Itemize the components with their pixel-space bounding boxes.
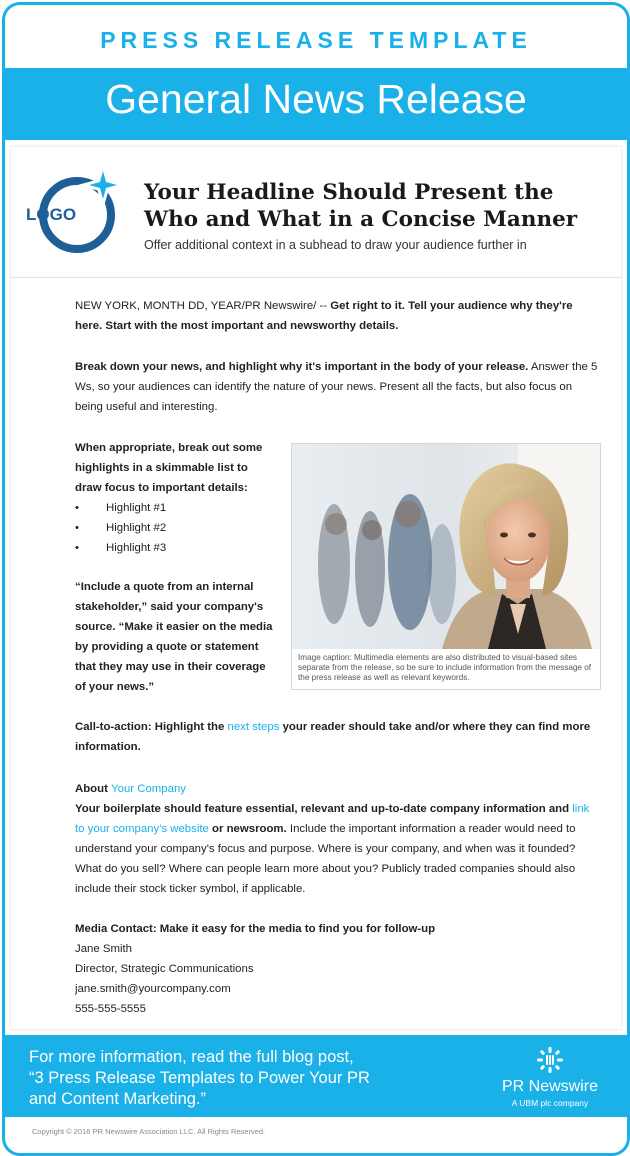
cta-text: Call-to-action: Highlight the xyxy=(75,721,228,733)
boilerplate-bold-end: or newsroom. xyxy=(208,823,287,835)
promo-line-3: and Content Marketing.” xyxy=(29,1090,207,1108)
release-page xyxy=(11,147,621,1029)
contact-phone: 555-555-5555 xyxy=(75,1003,146,1015)
lead-text: Get right to it. Tell your audience why they're here. Start with the most important and newsworthy details. xyxy=(75,300,573,332)
pr-newswire-logo-icon xyxy=(536,1046,564,1074)
company-website-link[interactable]: link to your company's website xyxy=(75,803,590,835)
body-bold-text: Break down your news, and highlight why it's important in the body of your release. xyxy=(75,361,529,373)
body-paragraph xyxy=(75,357,601,417)
about-heading xyxy=(75,779,601,799)
blog-post-promo[interactable] xyxy=(29,1047,409,1110)
brand-tagline: A UBM plc company xyxy=(511,1098,589,1108)
boilerplate-text: Include the important information a reader would need to understand your company's focus and purpose. Where is your company, and when was it founded? What do you sell? Where can people learn more about you? Publicly traded companies should also include their stock ticker symbol, if applicable. xyxy=(75,823,576,895)
header-divider xyxy=(11,277,621,278)
highlights-section xyxy=(75,438,275,558)
boilerplate-bold: Your boilerplate should feature essential, relevant and up-to-date company information and xyxy=(75,803,573,815)
boilerplate-paragraph xyxy=(75,799,601,899)
dateline: NEW YORK, MONTH DD, YEAR/PR Newswire/ -- xyxy=(75,300,331,312)
list-item: • Highlight #3 xyxy=(75,538,275,558)
logo-text: LOGO xyxy=(26,205,77,224)
footer-banner xyxy=(5,1035,627,1117)
headline xyxy=(144,179,609,233)
image-with-caption xyxy=(291,443,601,690)
contact-heading: Media Contact: Make it easy for the media to find you for follow-up xyxy=(75,923,436,935)
promo-line-2: “3 Press Release Templates to Power Your PR xyxy=(29,1069,370,1087)
template-frame xyxy=(2,2,630,1156)
title-banner xyxy=(5,68,627,140)
lead-paragraph xyxy=(75,296,601,336)
media-contact xyxy=(75,919,601,1019)
template-label: PRESS RELEASE TEMPLATE xyxy=(100,27,532,53)
contact-title: Director, Strategic Communications xyxy=(75,963,254,975)
contact-name: Jane Smith xyxy=(75,943,132,955)
subhead: Offer additional context in a subhead to draw your audience further in xyxy=(144,238,527,252)
cta-text-end: your reader should take and/or where they can find more information. xyxy=(75,721,591,753)
list-item: • Highlight #1 xyxy=(75,498,275,518)
highlights-list xyxy=(75,498,275,558)
list-item: • Highlight #2 xyxy=(75,518,275,538)
promo-line-1: For more information, read the full blog post, xyxy=(29,1048,354,1066)
company-link[interactable]: Your Company xyxy=(111,783,186,795)
headline-line-2: Who and What in a Concise Manner xyxy=(144,207,578,232)
body-text: Answer the 5 Ws, so your audiences can identify the nature of your news. Present all the facts, but also focus on being useful and interesting. xyxy=(75,361,598,413)
copyright-notice: Copyright © 2016 PR Newswire Association LLC. All Rights Reserved. xyxy=(32,1127,266,1136)
banner-title: General News Release xyxy=(105,76,527,122)
about-label: About xyxy=(75,783,112,795)
headline-line-1: Your Headline Should Present the xyxy=(144,180,554,205)
image-caption: Image caption: Multimedia elements are also distributed to visual-based sites separate from the release, so be sure to include information from the message of the press release as well as relevant keywords. xyxy=(298,653,592,682)
list-intro: When appropriate, break out some highlights in a skimmable list to draw focus to important details: xyxy=(75,442,263,494)
brand-name: PR Newswire xyxy=(501,1078,598,1095)
next-steps-link[interactable]: next steps xyxy=(227,721,280,733)
pr-newswire-brand xyxy=(487,1046,613,1110)
contact-email[interactable]: jane.smith@yourcompany.com xyxy=(75,983,231,995)
quote-paragraph: “Include a quote from an internal stakeholder,” said your company's source. “Make it easier on the media by providing a quote or statement that they may use in their coverage of your news.” xyxy=(75,581,273,693)
businesswoman-photo xyxy=(292,444,600,649)
cta-paragraph xyxy=(75,717,601,757)
